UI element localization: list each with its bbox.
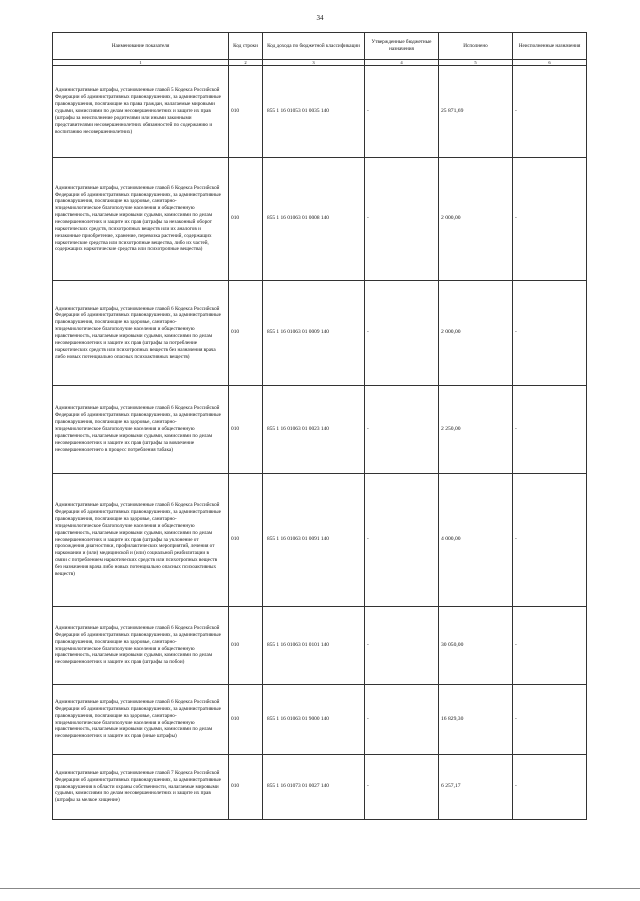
income-code: 855 1 16 01063 01 9000 140 [263,685,365,755]
executed-amount: 2 250,00 [439,386,513,474]
approved-amount: - [365,158,439,281]
indicator-name: Административные штрафы, установленные главой 7 Кодекса Российской Федерации об административных правонарушениях, за административные правонарушения в области охраны собственности, налагаемые мировыми судьями, комиссиями по делам несовершеннолетних и защите их прав (штрафы за мелкое хищение) [53,755,229,820]
table-row [53,281,587,386]
column-number: 1 [53,60,229,66]
executed-amount: 6 257,17 [439,755,513,820]
page-bottom-rule [0,888,640,889]
column-number: 3 [263,60,365,66]
indicator-name: Административные штрафы, установленные главой 6 Кодекса Российской Федерации об административных правонарушениях, за административные правонарушения, посягающие на здоровье, санитарно-эпидемиологическое благополучие населения и общественную нравственность, налагаемые мировыми судьями, комиссиями по делам несовершеннолетних и защите их прав (штрафы за потребление наркотических средств или психотропных веществ без назначения врача либо новых потенциально опасных психоактивных веществ) [53,281,229,386]
row-code: 010 [229,755,263,820]
row-code: 010 [229,607,263,685]
executed-amount: 25 871,69 [439,66,513,158]
unexecuted-amount: - [513,158,587,281]
row-code: 010 [229,158,263,281]
table-row [53,685,587,755]
row-code: 010 [229,386,263,474]
approved-amount: - [365,66,439,158]
header-approved: Утвержденные бюджетные назначения [365,33,439,60]
unexecuted-amount: - [513,474,587,607]
executed-amount: 16 829,30 [439,685,513,755]
income-code: 855 1 16 01063 01 0009 140 [263,281,365,386]
indicator-name: Административные штрафы, установленные главой 6 Кодекса Российской Федерации об административных правонарушениях, за административные правонарушения, посягающие на здоровье, санитарно-эпидемиологическое благополучие населения и общественную нравственность, налагаемые мировыми судьями, комиссиями по делам несовершеннолетних и защите их прав (иные штрафы) [53,685,229,755]
income-code: 855 1 16 01063 01 0091 140 [263,474,365,607]
table-row [53,607,587,685]
indicator-name: Административные штрафы, установленные главой 6 Кодекса Российской Федерации об административных правонарушениях, за административные правонарушения, посягающие на здоровье, санитарно-эпидемиологическое благополучие населения и общественную нравственность, налагаемые мировыми судьями, комиссиями по делам несовершеннолетних и защите их прав (штрафы за уклонение от прохождения диагностики, профилактических мероприятий, лечения от наркомании и (или) медицинской и (или) социальной реабилитации в связи с потреблением наркотических средств или психотропных веществ без назначения врача либо новых потенциально опасных психоактивных веществ) [53,474,229,607]
indicator-name: Административные штрафы, установленные главой 6 Кодекса Российской Федерации об административных правонарушениях, за административные правонарушения, посягающие на здоровье, санитарно-эпидемиологическое благополучие населения и общественную нравственность, налагаемые мировыми судьями, комиссиями по делам несовершеннолетних и защите их прав (штрафы за незаконный оборот наркотических средств, психотропных веществ или их аналогов и незаконные приобретение, хранение, перевозка растений, содержащих наркотические средства или психотропные вещества, либо их частей, содержащих наркотические средства или психотропные вещества) [53,158,229,281]
table-row [53,386,587,474]
indicator-name: Административные штрафы, установленные главой 6 Кодекса Российской Федерации об административных правонарушениях, за административные правонарушения, посягающие на здоровье, санитарно-эпидемиологическое благополучие населения и общественную нравственность, налагаемые мировыми судьями, комиссиями по делам несовершеннолетних и защите их прав (штрафы за побои) [53,607,229,685]
header-row [53,33,587,60]
unexecuted-amount: - [513,607,587,685]
row-code: 010 [229,474,263,607]
approved-amount: - [365,685,439,755]
budget-execution-table [52,32,587,820]
header-unexecuted: Неисполненные назначения [513,33,587,60]
row-code: 010 [229,66,263,158]
executed-amount: 30 050,00 [439,607,513,685]
column-number: 2 [229,60,263,66]
income-code: 855 1 16 01063 01 0023 140 [263,386,365,474]
header-code: Код строки [229,33,263,60]
approved-amount: - [365,386,439,474]
unexecuted-amount: - [513,281,587,386]
column-number: 5 [439,60,513,66]
executed-amount: 4 000,00 [439,474,513,607]
income-code: 855 1 16 01053 01 0035 140 [263,66,365,158]
executed-amount: 2 000,00 [439,281,513,386]
table-row [53,158,587,281]
column-number: 4 [365,60,439,66]
indicator-name: Административные штрафы, установленные главой 6 Кодекса Российской Федерации об административных правонарушениях, за административные правонарушения, посягающие на здоровье, санитарно-эпидемиологическое благополучие населения и общественную нравственность, налагаемые мировыми судьями, комиссиями по делам несовершеннолетних и защите их прав (штрафы за вовлечение несовершеннолетнего в процесс потребления табака) [53,386,229,474]
row-code: 010 [229,281,263,386]
approved-amount: - [365,755,439,820]
income-code: 855 1 16 01073 01 0027 140 [263,755,365,820]
approved-amount: - [365,607,439,685]
column-number: 6 [513,60,587,66]
row-code: 010 [229,685,263,755]
income-code: 855 1 16 01063 01 0101 140 [263,607,365,685]
header-kbk: Код дохода по бюджетной классификации [263,33,365,60]
approved-amount: - [365,474,439,607]
header-name: Наименование показателя [53,33,229,60]
table-row [53,66,587,158]
header-executed: Исполнено [439,33,513,60]
page-number: 34 [316,14,324,22]
executed-amount: 2 000,00 [439,158,513,281]
unexecuted-amount: - [513,755,587,820]
unexecuted-amount: - [513,66,587,158]
unexecuted-amount: - [513,386,587,474]
unexecuted-amount: - [513,685,587,755]
approved-amount: - [365,281,439,386]
table-row [53,474,587,607]
indicator-name: Административные штрафы, установленные главой 5 Кодекса Российской Федерации об административных правонарушениях, за административные правонарушения, посягающие на права граждан, налагаемые мировыми судьями, комиссиями по делам несовершеннолетних и защите их прав (штрафы за неисполнение родителями или иными законными представителями несовершеннолетних обязанностей по содержанию и воспитанию несовершеннолетних) [53,66,229,158]
table-row [53,755,587,820]
income-code: 855 1 16 01063 01 0008 140 [263,158,365,281]
